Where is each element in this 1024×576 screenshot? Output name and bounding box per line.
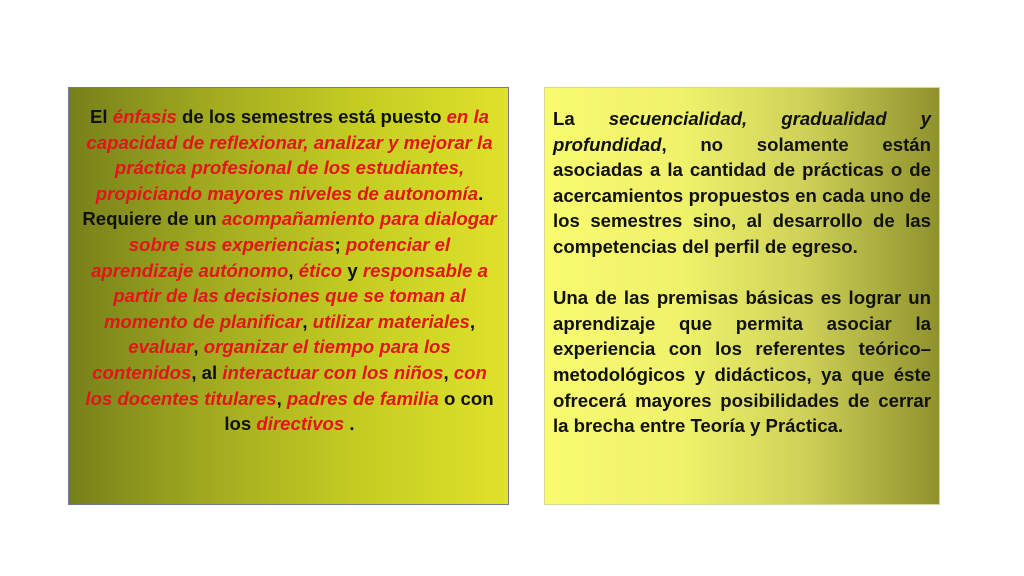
emphasis-run: evaluar: [128, 336, 194, 358]
text-run: , no solamente están asociadas a la cantidad de prácticas o de acercamientos propuestos en cada uno de los semestres sino, al desarrollo de las competencias del perfil de egreso.: [553, 133, 931, 257]
text-run: ,: [288, 259, 299, 281]
emphasis-run: padres de familia: [286, 387, 439, 409]
text-run: ,: [276, 387, 287, 409]
right-text-panel: [544, 87, 940, 505]
emphasis-run: ético: [298, 259, 343, 281]
text-run: Una de las premisas básicas es lograr un aprendizaje que permita asociar la experiencia con los referentes teórico–metodológicos y didácticos, ya que éste ofrecerá mayores posibilidades de cerrar la brecha entre Teoría y Práctica.: [553, 287, 931, 437]
text-run: El: [90, 106, 113, 127]
emphasis-run: énfasis: [112, 106, 177, 127]
text-run: ,: [443, 361, 454, 383]
text-run: ;: [334, 233, 346, 255]
text-run: y: [342, 259, 363, 281]
text-run: de los semestres está puesto: [176, 106, 447, 127]
emphasis-run: directivos: [256, 413, 345, 435]
text-run: , al: [191, 361, 223, 383]
text-run: ,: [193, 336, 204, 358]
right-paragraph-1: [553, 106, 931, 260]
italic-run: secuencialidad, gradualidad y profundidad: [553, 108, 931, 155]
emphasis-run: responsable a partir de las decisiones que se toman al momento de planificar: [104, 259, 488, 332]
emphasis-run: utilizar materiales: [312, 310, 470, 332]
emphasis-run: en la capacidad de reflexionar, analizar y mejorar la práctica profesional de los estudiantes, propiciando mayores niveles de autonomía: [86, 106, 493, 204]
text-run: ,: [302, 310, 313, 332]
left-paragraph-2: [77, 206, 502, 436]
text-run: Requiere de un: [82, 208, 222, 230]
left-paragraph-1: [77, 104, 502, 206]
emphasis-run: organizar el tiempo para los contenidos: [92, 336, 451, 383]
text-run: ,: [469, 310, 475, 332]
text-run: .: [344, 413, 355, 435]
left-text-panel: [68, 87, 509, 505]
emphasis-run: con los docentes titulares: [85, 361, 487, 409]
emphasis-run: potenciar el aprendizaje autónomo: [91, 233, 451, 281]
text-run: .: [478, 182, 484, 204]
emphasis-run: interactuar con los niños: [222, 361, 444, 383]
emphasis-run: acompañamiento para dialogar sobre sus experiencias: [128, 208, 497, 255]
text-run: La: [553, 108, 609, 129]
text-run: o con los: [224, 387, 494, 435]
right-paragraph-2: [553, 285, 931, 439]
